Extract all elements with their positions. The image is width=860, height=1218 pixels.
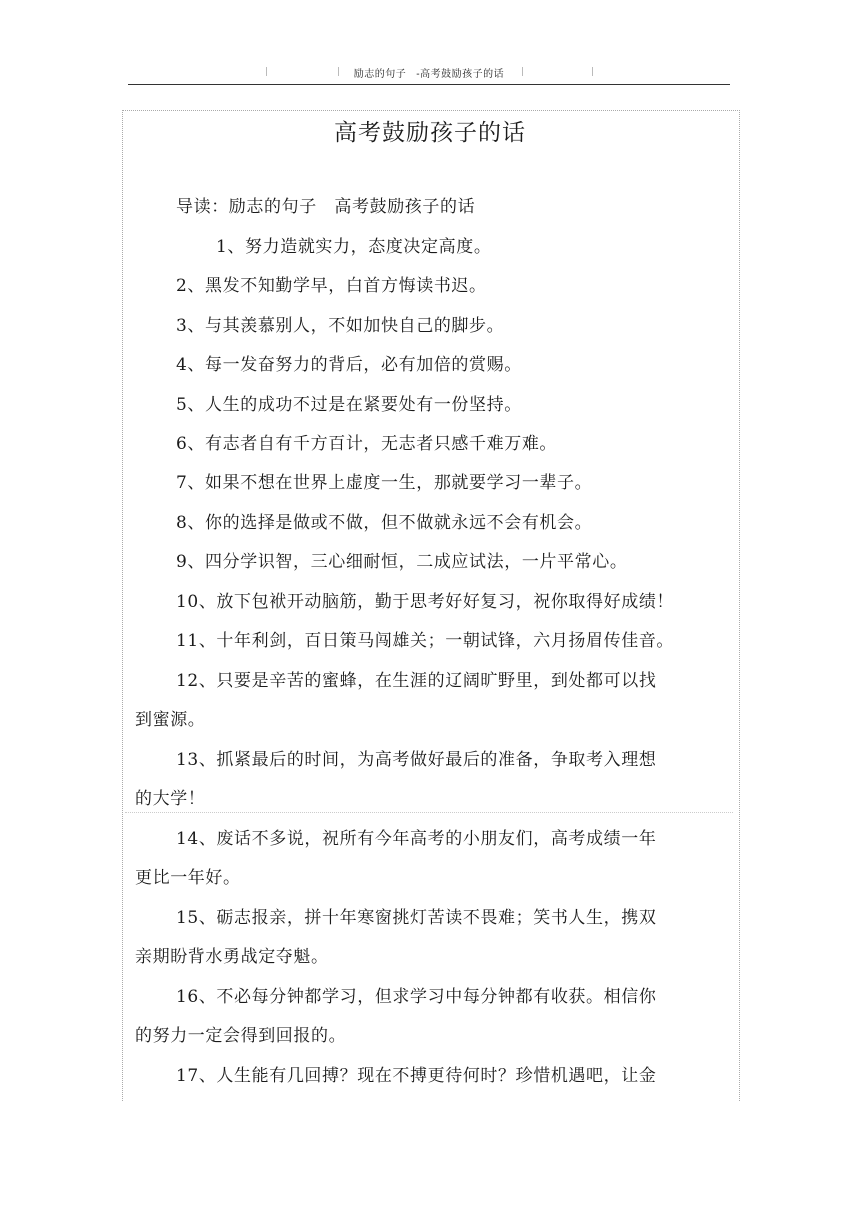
text-line: 到蜜源。: [135, 710, 206, 730]
text-line: 17、人生能有几回搏？现在不搏更待何时？珍惜机遇吧，让金: [176, 1066, 657, 1086]
text-line: 3、与其羡慕别人，不如加快自己的脚步。: [176, 316, 505, 336]
text-line: 亲期盼背水勇战定夺魁。: [135, 947, 329, 967]
text-line: 8、你的选择是做或不做，但不做就永远不会有机会。: [176, 513, 593, 533]
text-line: 的大学！: [135, 789, 206, 809]
text-line: 6、有志者自有千方百计，无志者只感千难万难。: [176, 434, 558, 454]
header-text: [128, 65, 730, 80]
text-line: 15、砺志报亲，拼十年寒窗挑灯苦读不畏难；笑书人生，携双: [176, 908, 657, 928]
text-line: 2、黑发不知勤学早，白首方悔读书迟。: [176, 276, 487, 296]
text-line: 1、努力造就实力，态度决定高度。: [216, 237, 492, 257]
text-line: 的努力一定会得到回报的。: [135, 1026, 347, 1046]
intro-line: 导读：励志的句子 高考鼓励孩子的话: [176, 197, 476, 217]
text-line: 12、只要是辛苦的蜜蜂，在生涯的辽阔旷野里，到处都可以找: [176, 671, 657, 691]
header-right-text: -高考鼓励孩子的话: [416, 69, 505, 80]
page-header: [128, 62, 730, 85]
text-line: 10、放下包袱开动脑筋，勤于思考好好复习，祝你取得好成绩！: [176, 592, 675, 612]
text-line: 11、十年利剑，百日策马闯雄关；一朝试锋，六月扬眉传佳音。: [176, 631, 675, 651]
text-line: 14、废话不多说，祝所有今年高考的小朋友们，高考成绩一年: [176, 829, 657, 849]
dotted-divider: [125, 812, 733, 813]
text-line: 4、每一发奋努力的背后，必有加倍的赏赐。: [176, 355, 522, 375]
text-line: 16、不必每分钟都学习，但求学习中每分钟都有收获。相信你: [176, 987, 657, 1007]
text-line: 更比一年好。: [135, 868, 241, 888]
header-left-text: 励志的句子: [353, 69, 407, 80]
text-line: 13、抓紧最后的时间，为高考做好最后的准备，争取考入理想: [176, 750, 657, 770]
text-line: 5、人生的成功不过是在紧要处有一份坚持。: [176, 395, 522, 415]
text-line: 9、四分学识智，三心细耐恒，二成应试法，一片平常心。: [176, 552, 628, 572]
document-title: 高考鼓励孩子的话: [334, 120, 526, 146]
text-line: 7、如果不想在世界上虚度一生，那就要学习一辈子。: [176, 473, 593, 493]
